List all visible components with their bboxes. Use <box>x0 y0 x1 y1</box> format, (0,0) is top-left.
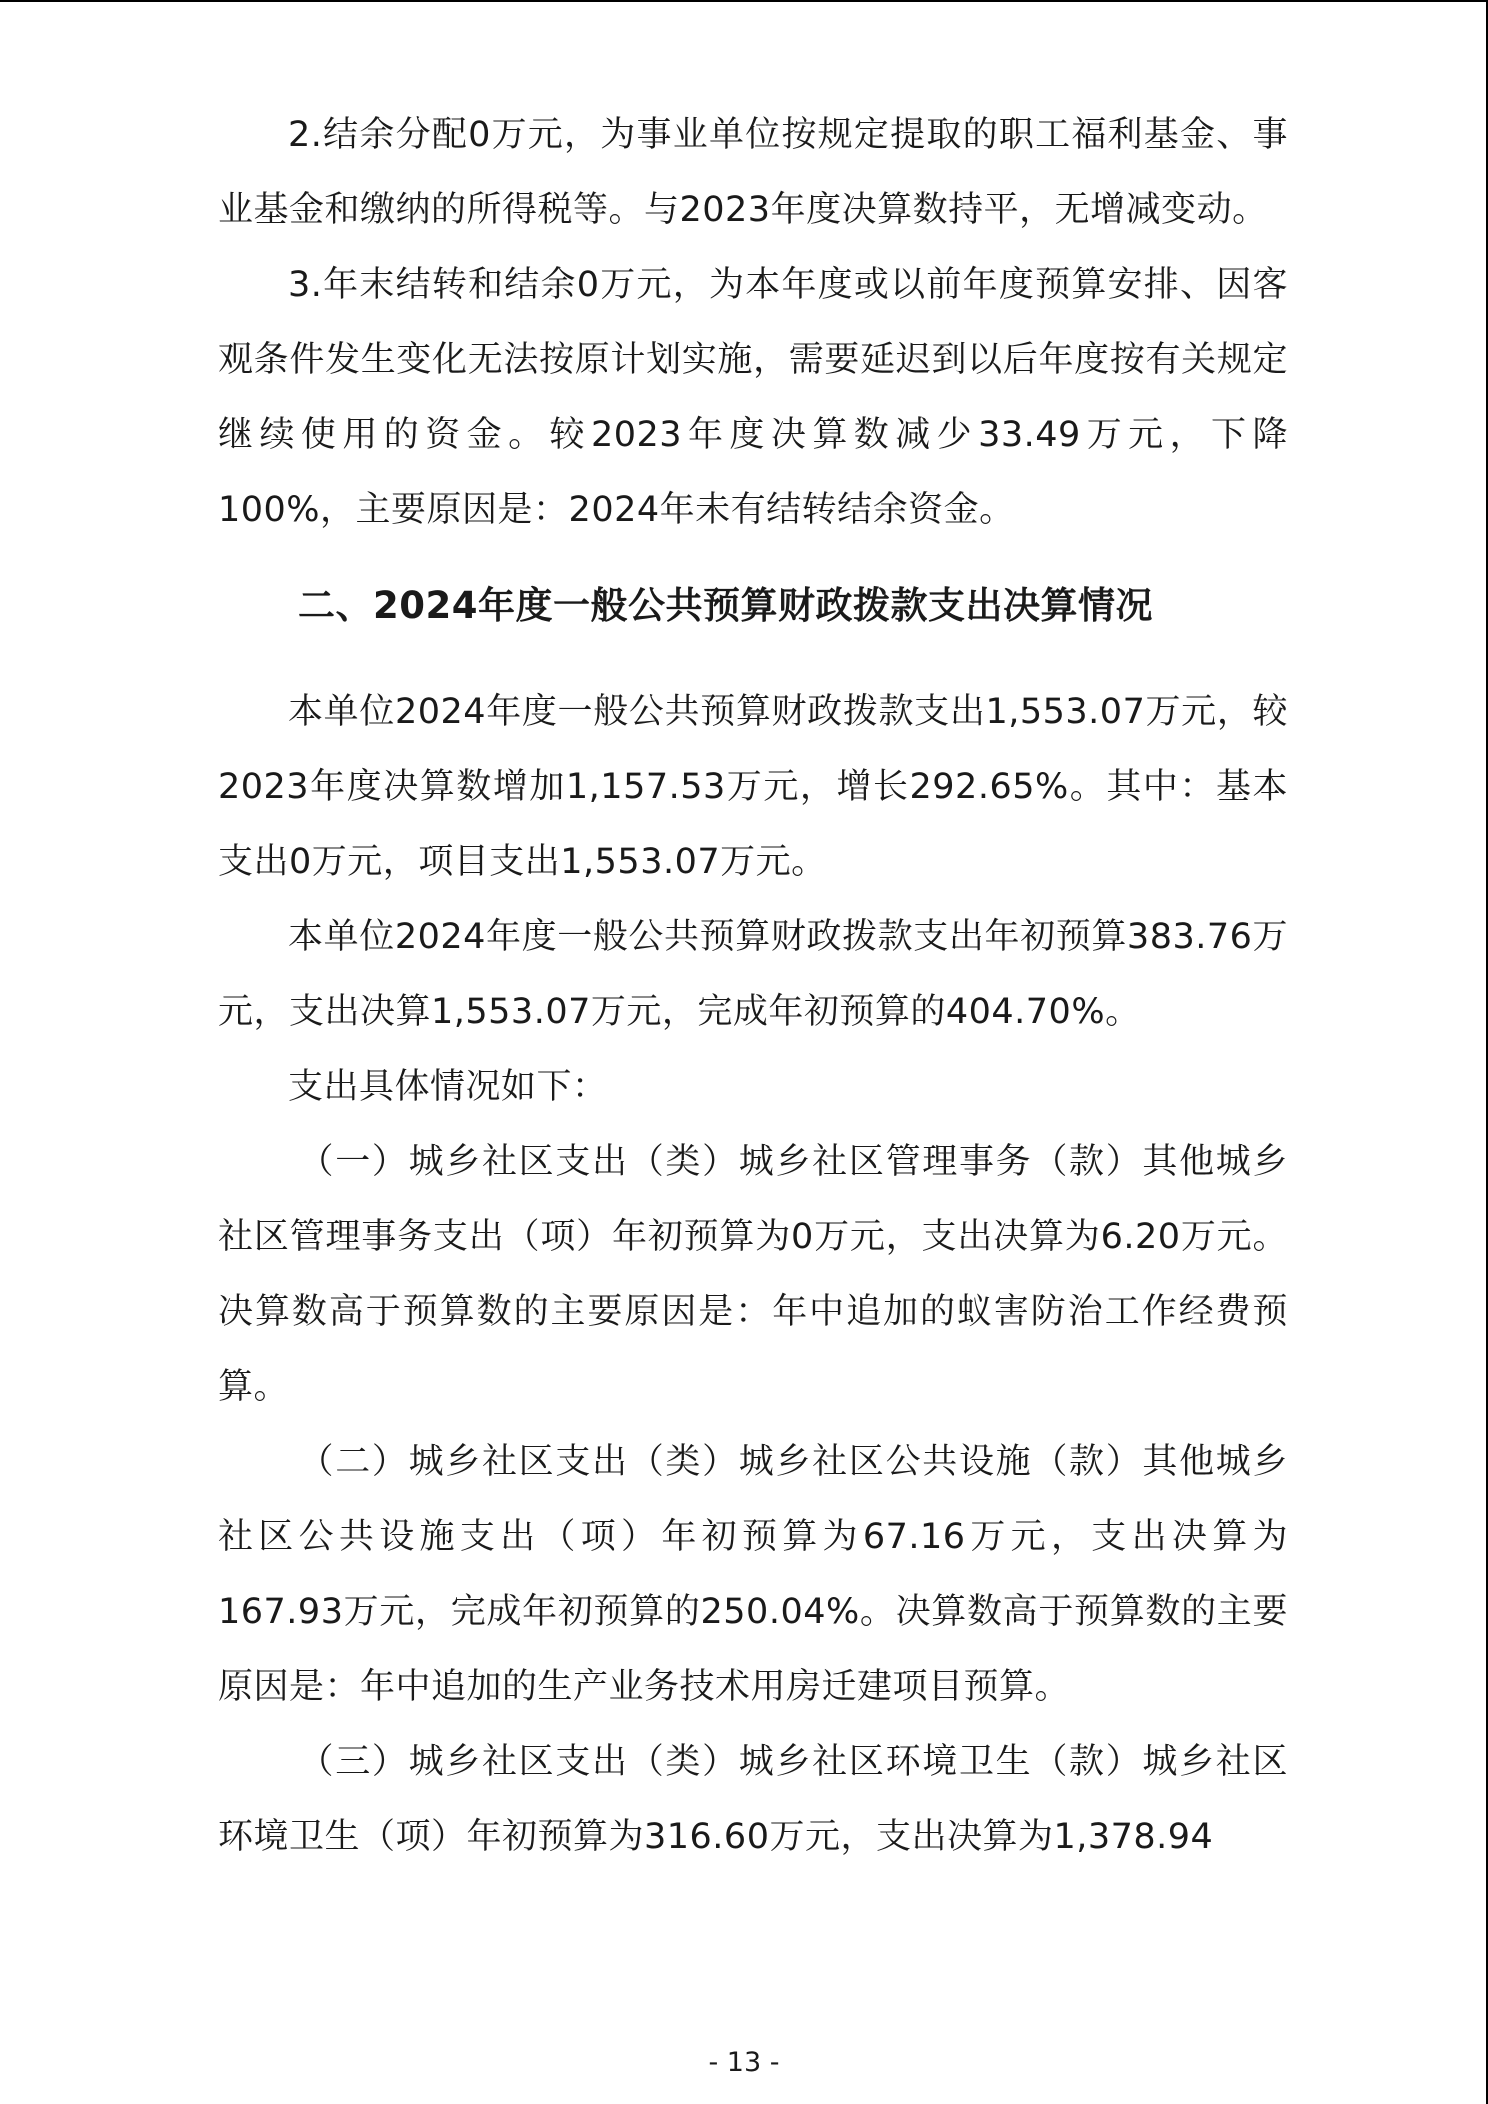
paragraph-budget-completion: 本单位2024年度一般公共预算财政拨款支出年初预算383.76万元，支出决算1,553.07万元，完成年初预算的404.70%。 <box>218 917 1288 1032</box>
section-heading: 二、2024年度一般公共预算财政拨款支出决算情况 <box>298 584 1153 627</box>
paragraph-details-intro: 支出具体情况如下： <box>288 1067 608 1107</box>
list-item-1: （一）城乡社区支出（类）城乡社区管理事务（款）其他城乡社区管理事务支出（项）年初预算为0万元，支出决算为6.20万元。决算数高于预算数的主要原因是：年中追加的蚁害防治工作经费预算。 <box>218 1142 1288 1407</box>
document-body <box>218 98 1288 1875</box>
paragraph-surplus-distribution: 2.结余分配0万元，为事业单位按规定提取的职工福利基金、事业基金和缴纳的所得税等。与2023年度决算数持平，无增减变动。 <box>218 115 1288 230</box>
page-number: - 13 - <box>708 2047 780 2078</box>
paragraph-expenditure-total: 本单位2024年度一般公共预算财政拨款支出1,553.07万元，较2023年度决算数增加1,157.53万元，增长292.65%。其中：基本支出0万元，项目支出1,553.07万元。 <box>218 692 1288 882</box>
list-item-3: （三）城乡社区支出（类）城乡社区环境卫生（款）城乡社区环境卫生（项）年初预算为316.60万元，支出决算为1,378.94 <box>218 1742 1288 1857</box>
list-item-2: （二）城乡社区支出（类）城乡社区公共设施（款）其他城乡社区公共设施支出（项）年初预算为67.16万元，支出决算为167.93万元，完成年初预算的250.04%。决算数高于预算数的主要原因是：年中追加的生产业务技术用房迁建项目预算。 <box>218 1442 1288 1707</box>
page-border-top <box>0 0 1488 2</box>
paragraph-year-end-carryover: 3.年末结转和结余0万元，为本年度或以前年度预算安排、因客观条件发生变化无法按原计划实施，需要延迟到以后年度按有关规定继续使用的资金。较2023年度决算数减少33.49万元，下降100%，主要原因是：2024年未有结转结余资金。 <box>218 265 1288 530</box>
